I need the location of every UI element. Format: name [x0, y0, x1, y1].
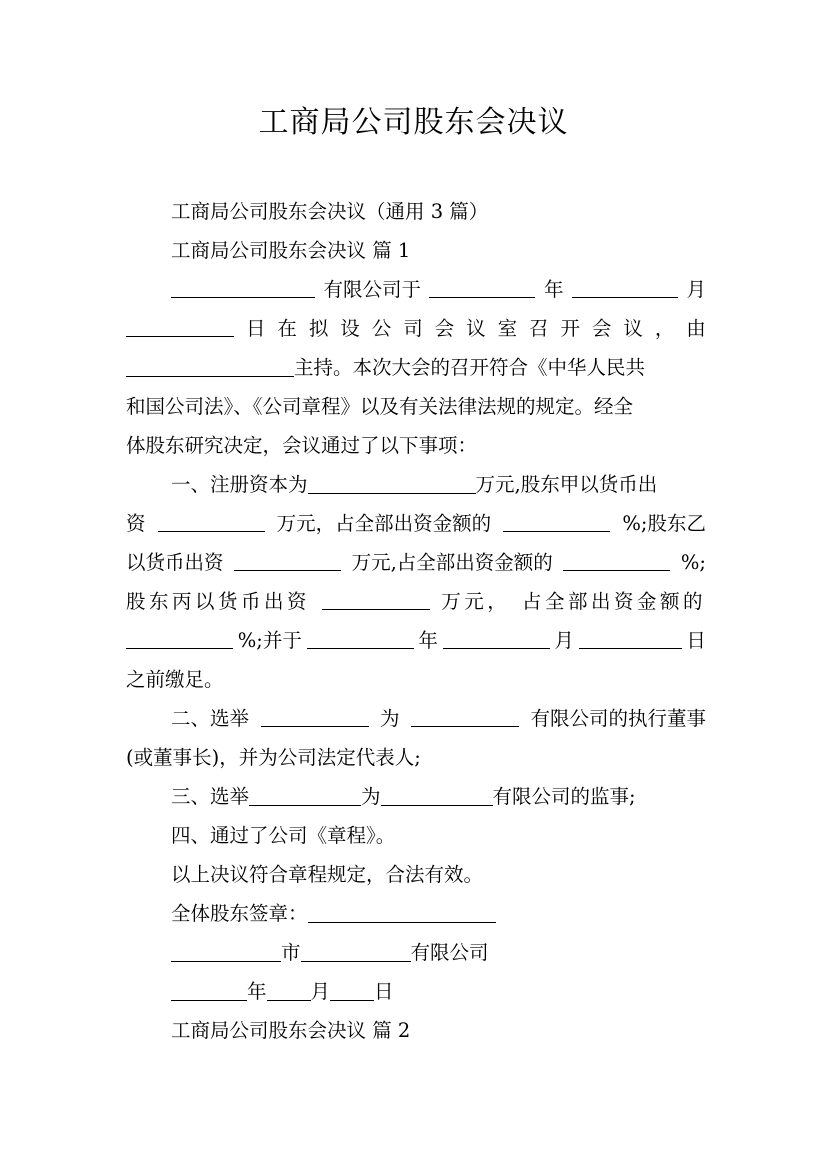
item-1-line — [171, 473, 706, 497]
char: 在 — [277, 317, 297, 340]
item-2-line — [171, 707, 706, 731]
body-line: 和国公司法》、《公司章程》以及有关法律法规的规定。经全 — [126, 395, 634, 418]
char: 议 — [466, 317, 486, 340]
year-blank — [429, 278, 535, 298]
char: 会 — [591, 317, 612, 340]
percent-blank — [503, 512, 610, 532]
percent-blank — [126, 629, 233, 649]
text-segment: 年 — [418, 629, 438, 652]
validity-line: 以上决议符合章程规定，合法有效。 — [171, 863, 484, 886]
body-line: 体股东研究决定，会议通过了以下事项： — [126, 434, 478, 457]
text-segment: 二、选举 — [171, 707, 250, 730]
text-segment: %;股东乙 — [622, 512, 706, 535]
text-segment: 有限公司的执行董事 — [530, 707, 706, 730]
intro-line: 工商局公司股东会决议（通用 3 篇） — [171, 200, 489, 223]
shareholder-a-line — [126, 512, 706, 536]
month-blank — [572, 278, 678, 298]
text-segment: 年 — [247, 980, 267, 1003]
date-signoff-line — [171, 980, 706, 1004]
payment-deadline-line — [126, 629, 706, 653]
capital-blank — [308, 474, 476, 494]
item-4-line: 四、通过了公司《章程》。 — [171, 824, 396, 847]
percent-blank — [563, 551, 670, 571]
month-blank — [443, 629, 550, 649]
text-segment: 月 — [554, 629, 574, 652]
company-name-blank — [411, 707, 519, 727]
year-blank — [307, 629, 414, 649]
text-segment: 月 — [310, 980, 331, 1003]
char: 会 — [434, 317, 455, 340]
char: 召 — [529, 317, 549, 340]
text-segment: 以货币出资 — [126, 551, 224, 574]
director-name-blank — [261, 707, 369, 727]
signature-label: 全体股东签章： — [171, 902, 308, 925]
char: ， — [654, 317, 675, 340]
text-segment: 市 — [281, 941, 301, 964]
text-segment: %; — [680, 551, 706, 574]
day-blank — [330, 981, 374, 1001]
shareholder-b-line — [126, 551, 706, 575]
company-name-blank — [301, 942, 411, 962]
char: 拟 — [308, 317, 329, 340]
amount-blank — [322, 590, 430, 610]
text-segment: 一、注册资本为 — [171, 473, 308, 496]
text-segment: 为 — [379, 707, 400, 730]
signature-blank — [308, 903, 496, 923]
text-segment: %;并于 — [237, 629, 302, 652]
char: 司 — [403, 317, 423, 340]
chair-line — [126, 356, 706, 380]
text-segment: 占全部出资金额的 — [521, 590, 706, 613]
text-segment: 主持。本次大会的召开符合《中华人民共 — [294, 356, 646, 379]
section-heading-1: 工商局公司股东会决议 篇 1 — [171, 239, 411, 262]
section-heading-2: 工商局公司股东会决议 篇 2 — [171, 1019, 411, 1042]
document-title: 工商局公司股东会决议 — [258, 105, 569, 140]
text-segment: 万元，占全部出资金额的 — [276, 512, 492, 535]
body-line: (或董事长)，并为公司法定代表人; — [126, 746, 421, 769]
day-blank — [126, 317, 234, 337]
company-name-blank — [171, 278, 315, 298]
company-signoff-line — [171, 941, 706, 965]
text-segment: 日 — [374, 980, 394, 1003]
item-3-line — [171, 785, 706, 809]
body-line: 之前缴足。 — [126, 668, 224, 691]
signature-line — [171, 902, 706, 926]
text-segment: 为 — [361, 785, 381, 808]
amount-blank — [158, 512, 265, 532]
text-segment: 有限公司的监事; — [492, 785, 636, 808]
text-segment: 日 — [686, 629, 706, 652]
char: 由 — [686, 317, 706, 340]
text-segment: 月 — [686, 278, 706, 301]
shareholder-c-line — [126, 590, 706, 614]
char: 室 — [497, 317, 518, 340]
day-blank — [579, 629, 682, 649]
month-blank — [267, 981, 311, 1001]
char: 议 — [623, 317, 643, 340]
company-name-blank — [381, 786, 493, 806]
text-segment: 万元,占全部出资金额的 — [351, 551, 553, 574]
text-segment: 资 — [126, 512, 146, 535]
char: 公 — [371, 317, 392, 340]
meeting-date-line — [171, 278, 706, 302]
text-segment: 有限公司 — [410, 941, 489, 964]
text-segment: 三、选举 — [171, 785, 250, 808]
char: 开 — [560, 317, 580, 340]
year-blank — [171, 981, 247, 1001]
chairperson-blank — [126, 357, 294, 377]
text-segment: 万元， — [441, 590, 511, 613]
text-segment: 有限公司于 — [323, 278, 421, 301]
amount-blank — [234, 551, 341, 571]
char: 设 — [340, 317, 360, 340]
text-segment: 股东丙以货币出资 — [126, 590, 311, 613]
supervisor-name-blank — [249, 786, 361, 806]
text-segment: 年 — [543, 278, 564, 301]
meeting-place-line — [126, 317, 706, 341]
city-blank — [171, 942, 281, 962]
char: 日 — [245, 317, 266, 340]
text-segment: 万元,股东甲以货币出 — [475, 473, 658, 496]
